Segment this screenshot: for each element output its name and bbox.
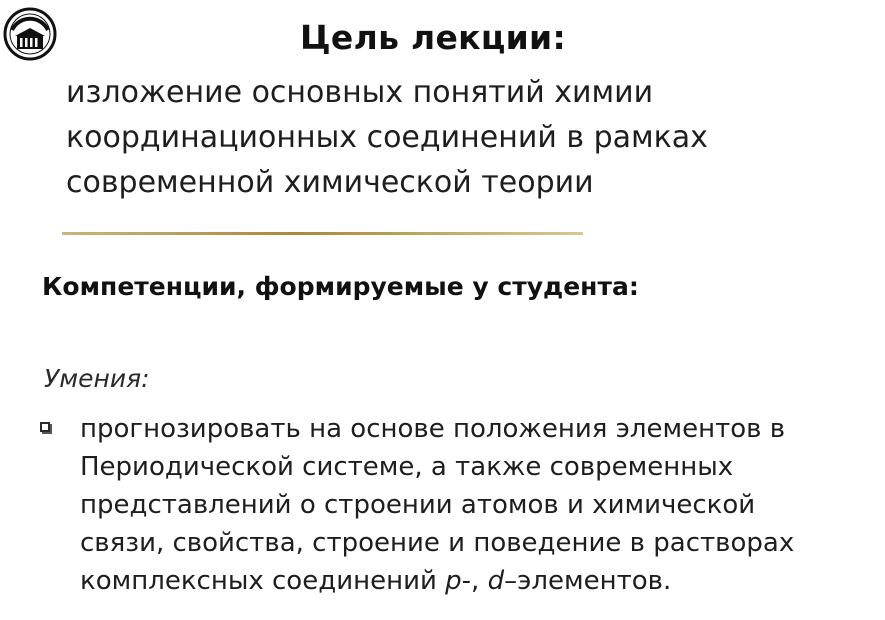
page-title: Цель лекции:	[300, 18, 566, 57]
element-separator: -,	[461, 566, 488, 596]
bullet-line	[80, 562, 794, 600]
square-bullet-icon	[40, 422, 50, 432]
lecture-goal-text	[66, 70, 846, 205]
bullet-line: прогнозировать на основе положения элементов в	[80, 414, 786, 444]
competencies-heading: Компетенции, формируемые у студента:	[42, 272, 639, 301]
bullet-line: Периодической системе, а также современных	[80, 452, 734, 482]
university-logo	[2, 6, 58, 62]
bullet-line: представлений о строении атомов и химической	[80, 490, 756, 520]
university-building-icon	[2, 6, 58, 62]
bullet-line: связи, свойства, строение и поведение в растворах	[80, 528, 795, 558]
list-item-text	[80, 410, 794, 600]
bullet-line-suffix: –элементов.	[504, 566, 672, 596]
goal-line: современной химической теории	[66, 165, 594, 200]
goal-line: координационных соединений в рамках	[66, 120, 708, 155]
section-divider	[62, 232, 583, 235]
bullet-line-prefix: комплексных соединений	[80, 566, 446, 596]
p-element-symbol: р	[445, 566, 462, 596]
goal-line: изложение основных понятий химии	[66, 75, 654, 110]
d-element-symbol: d	[487, 566, 505, 596]
skills-label: Умения:	[44, 364, 150, 393]
